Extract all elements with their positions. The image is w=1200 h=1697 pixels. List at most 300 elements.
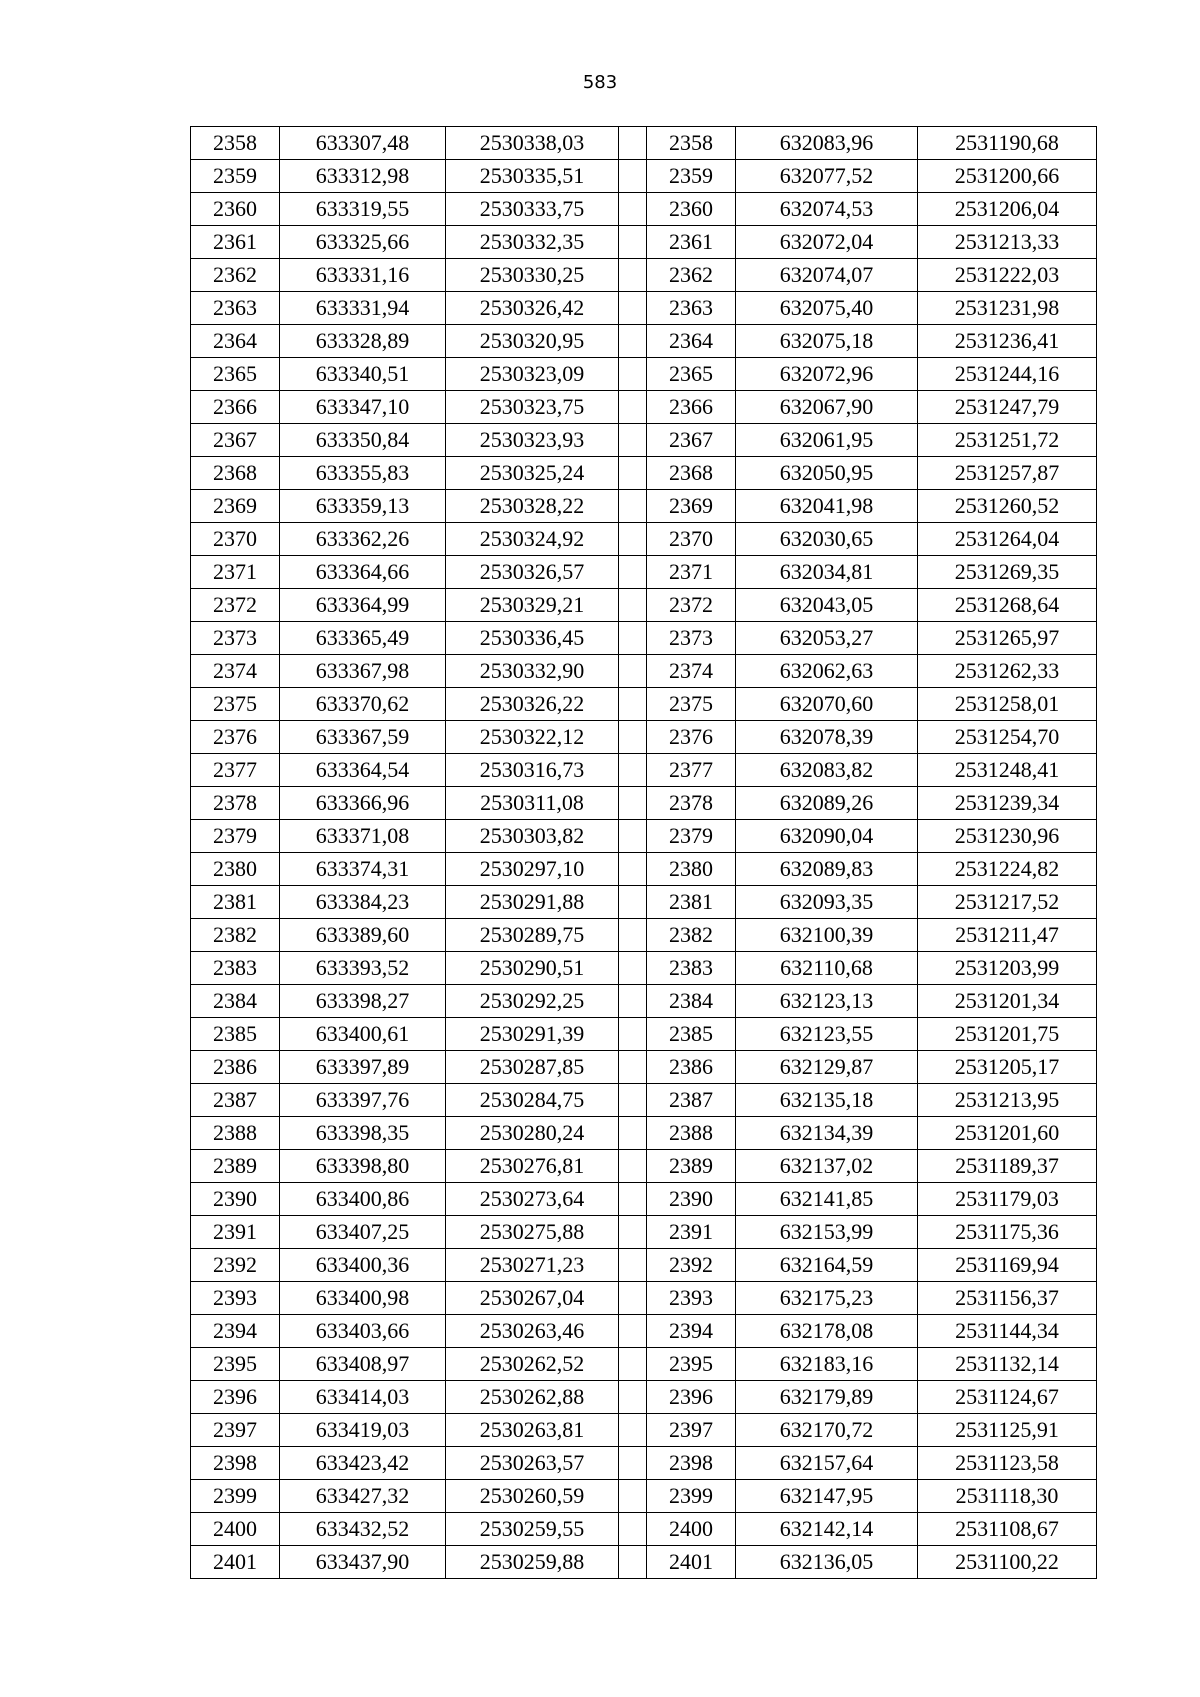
x-coordinate-right: 632089,26 bbox=[736, 787, 918, 820]
y-coordinate-right: 2531251,72 bbox=[918, 424, 1097, 457]
point-number-left: 2371 bbox=[191, 556, 280, 589]
y-coordinate-right: 2531244,16 bbox=[918, 358, 1097, 391]
table-row bbox=[191, 193, 1097, 226]
point-number-left: 2372 bbox=[191, 589, 280, 622]
point-number-left: 2388 bbox=[191, 1117, 280, 1150]
y-coordinate-left: 2530262,52 bbox=[446, 1348, 619, 1381]
table-row bbox=[191, 391, 1097, 424]
point-number-right: 2366 bbox=[647, 391, 736, 424]
table-row bbox=[191, 688, 1097, 721]
point-number-right: 2362 bbox=[647, 259, 736, 292]
y-coordinate-left: 2530332,35 bbox=[446, 226, 619, 259]
point-number-right: 2380 bbox=[647, 853, 736, 886]
x-coordinate-right: 632030,65 bbox=[736, 523, 918, 556]
x-coordinate-right: 632178,08 bbox=[736, 1315, 918, 1348]
x-coordinate-left: 633331,94 bbox=[280, 292, 446, 325]
x-coordinate-left: 633364,54 bbox=[280, 754, 446, 787]
point-number-right: 2381 bbox=[647, 886, 736, 919]
spacer-cell bbox=[619, 622, 647, 655]
x-coordinate-right: 632053,27 bbox=[736, 622, 918, 655]
table-row bbox=[191, 226, 1097, 259]
x-coordinate-left: 633355,83 bbox=[280, 457, 446, 490]
y-coordinate-right: 2531156,37 bbox=[918, 1282, 1097, 1315]
y-coordinate-left: 2530330,25 bbox=[446, 259, 619, 292]
point-number-left: 2380 bbox=[191, 853, 280, 886]
x-coordinate-right: 632170,72 bbox=[736, 1414, 918, 1447]
y-coordinate-right: 2531230,96 bbox=[918, 820, 1097, 853]
y-coordinate-right: 2531201,34 bbox=[918, 985, 1097, 1018]
x-coordinate-right: 632123,55 bbox=[736, 1018, 918, 1051]
point-number-left: 2368 bbox=[191, 457, 280, 490]
table-row bbox=[191, 1249, 1097, 1282]
x-coordinate-right: 632142,14 bbox=[736, 1513, 918, 1546]
y-coordinate-right: 2531260,52 bbox=[918, 490, 1097, 523]
point-number-left: 2389 bbox=[191, 1150, 280, 1183]
point-number-right: 2369 bbox=[647, 490, 736, 523]
y-coordinate-left: 2530332,90 bbox=[446, 655, 619, 688]
spacer-cell bbox=[619, 1051, 647, 1084]
point-number-right: 2400 bbox=[647, 1513, 736, 1546]
spacer-cell bbox=[619, 1150, 647, 1183]
x-coordinate-right: 632043,05 bbox=[736, 589, 918, 622]
x-coordinate-right: 632136,05 bbox=[736, 1546, 918, 1579]
point-number-right: 2396 bbox=[647, 1381, 736, 1414]
point-number-right: 2393 bbox=[647, 1282, 736, 1315]
x-coordinate-left: 633408,97 bbox=[280, 1348, 446, 1381]
x-coordinate-left: 633427,32 bbox=[280, 1480, 446, 1513]
x-coordinate-left: 633340,51 bbox=[280, 358, 446, 391]
y-coordinate-left: 2530280,24 bbox=[446, 1117, 619, 1150]
spacer-cell bbox=[619, 1546, 647, 1579]
point-number-right: 2383 bbox=[647, 952, 736, 985]
y-coordinate-left: 2530323,93 bbox=[446, 424, 619, 457]
point-number-left: 2362 bbox=[191, 259, 280, 292]
y-coordinate-left: 2530326,42 bbox=[446, 292, 619, 325]
point-number-right: 2398 bbox=[647, 1447, 736, 1480]
point-number-right: 2384 bbox=[647, 985, 736, 1018]
table-row bbox=[191, 1315, 1097, 1348]
point-number-right: 2387 bbox=[647, 1084, 736, 1117]
table-row bbox=[191, 259, 1097, 292]
x-coordinate-right: 632034,81 bbox=[736, 556, 918, 589]
spacer-cell bbox=[619, 1282, 647, 1315]
x-coordinate-right: 632061,95 bbox=[736, 424, 918, 457]
spacer-cell bbox=[619, 1513, 647, 1546]
x-coordinate-left: 633384,23 bbox=[280, 886, 446, 919]
point-number-right: 2379 bbox=[647, 820, 736, 853]
x-coordinate-right: 632050,95 bbox=[736, 457, 918, 490]
spacer-cell bbox=[619, 358, 647, 391]
table-row bbox=[191, 1447, 1097, 1480]
point-number-left: 2394 bbox=[191, 1315, 280, 1348]
x-coordinate-left: 633347,10 bbox=[280, 391, 446, 424]
y-coordinate-left: 2530259,55 bbox=[446, 1513, 619, 1546]
y-coordinate-left: 2530297,10 bbox=[446, 853, 619, 886]
x-coordinate-left: 633432,52 bbox=[280, 1513, 446, 1546]
point-number-left: 2395 bbox=[191, 1348, 280, 1381]
y-coordinate-left: 2530335,51 bbox=[446, 160, 619, 193]
x-coordinate-right: 632153,99 bbox=[736, 1216, 918, 1249]
spacer-cell bbox=[619, 589, 647, 622]
table-row bbox=[191, 490, 1097, 523]
spacer-cell bbox=[619, 1183, 647, 1216]
y-coordinate-right: 2531190,68 bbox=[918, 127, 1097, 160]
point-number-right: 2370 bbox=[647, 523, 736, 556]
spacer-cell bbox=[619, 226, 647, 259]
x-coordinate-right: 632135,18 bbox=[736, 1084, 918, 1117]
point-number-left: 2376 bbox=[191, 721, 280, 754]
y-coordinate-left: 2530322,12 bbox=[446, 721, 619, 754]
y-coordinate-right: 2531213,33 bbox=[918, 226, 1097, 259]
x-coordinate-right: 632067,90 bbox=[736, 391, 918, 424]
table-row bbox=[191, 754, 1097, 787]
spacer-cell bbox=[619, 820, 647, 853]
point-number-left: 2364 bbox=[191, 325, 280, 358]
x-coordinate-left: 633419,03 bbox=[280, 1414, 446, 1447]
x-coordinate-left: 633397,89 bbox=[280, 1051, 446, 1084]
table-row bbox=[191, 325, 1097, 358]
table-row bbox=[191, 424, 1097, 457]
table-row bbox=[191, 952, 1097, 985]
point-number-left: 2360 bbox=[191, 193, 280, 226]
y-coordinate-right: 2531213,95 bbox=[918, 1084, 1097, 1117]
spacer-cell bbox=[619, 721, 647, 754]
point-number-left: 2358 bbox=[191, 127, 280, 160]
point-number-left: 2365 bbox=[191, 358, 280, 391]
y-coordinate-left: 2530263,46 bbox=[446, 1315, 619, 1348]
x-coordinate-left: 633397,76 bbox=[280, 1084, 446, 1117]
point-number-left: 2387 bbox=[191, 1084, 280, 1117]
table-row bbox=[191, 1051, 1097, 1084]
table-row bbox=[191, 1216, 1097, 1249]
table-row bbox=[191, 556, 1097, 589]
y-coordinate-left: 2530271,23 bbox=[446, 1249, 619, 1282]
y-coordinate-left: 2530325,24 bbox=[446, 457, 619, 490]
spacer-cell bbox=[619, 853, 647, 886]
point-number-right: 2401 bbox=[647, 1546, 736, 1579]
x-coordinate-right: 632129,87 bbox=[736, 1051, 918, 1084]
table-row bbox=[191, 160, 1097, 193]
point-number-right: 2376 bbox=[647, 721, 736, 754]
y-coordinate-right: 2531239,34 bbox=[918, 787, 1097, 820]
x-coordinate-left: 633407,25 bbox=[280, 1216, 446, 1249]
y-coordinate-right: 2531231,98 bbox=[918, 292, 1097, 325]
y-coordinate-right: 2531269,35 bbox=[918, 556, 1097, 589]
point-number-right: 2368 bbox=[647, 457, 736, 490]
y-coordinate-right: 2531205,17 bbox=[918, 1051, 1097, 1084]
x-coordinate-right: 632100,39 bbox=[736, 919, 918, 952]
spacer-cell bbox=[619, 556, 647, 589]
spacer-cell bbox=[619, 754, 647, 787]
spacer-cell bbox=[619, 424, 647, 457]
x-coordinate-left: 633371,08 bbox=[280, 820, 446, 853]
point-number-left: 2392 bbox=[191, 1249, 280, 1282]
x-coordinate-left: 633398,80 bbox=[280, 1150, 446, 1183]
x-coordinate-right: 632089,83 bbox=[736, 853, 918, 886]
y-coordinate-right: 2531258,01 bbox=[918, 688, 1097, 721]
point-number-right: 2399 bbox=[647, 1480, 736, 1513]
spacer-cell bbox=[619, 919, 647, 952]
table-row bbox=[191, 1183, 1097, 1216]
point-number-left: 2390 bbox=[191, 1183, 280, 1216]
table-row bbox=[191, 358, 1097, 391]
point-number-right: 2390 bbox=[647, 1183, 736, 1216]
spacer-cell bbox=[619, 457, 647, 490]
x-coordinate-left: 633423,42 bbox=[280, 1447, 446, 1480]
x-coordinate-left: 633364,66 bbox=[280, 556, 446, 589]
table-row bbox=[191, 1414, 1097, 1447]
x-coordinate-left: 633398,27 bbox=[280, 985, 446, 1018]
table-row bbox=[191, 1018, 1097, 1051]
spacer-cell bbox=[619, 1084, 647, 1117]
x-coordinate-right: 632074,07 bbox=[736, 259, 918, 292]
y-coordinate-right: 2531262,33 bbox=[918, 655, 1097, 688]
spacer-cell bbox=[619, 1216, 647, 1249]
point-number-right: 2388 bbox=[647, 1117, 736, 1150]
y-coordinate-right: 2531217,52 bbox=[918, 886, 1097, 919]
point-number-left: 2370 bbox=[191, 523, 280, 556]
x-coordinate-left: 633400,98 bbox=[280, 1282, 446, 1315]
point-number-right: 2360 bbox=[647, 193, 736, 226]
y-coordinate-right: 2531189,37 bbox=[918, 1150, 1097, 1183]
table-row bbox=[191, 655, 1097, 688]
table-row bbox=[191, 787, 1097, 820]
point-number-left: 2401 bbox=[191, 1546, 280, 1579]
spacer-cell bbox=[619, 325, 647, 358]
y-coordinate-right: 2531125,91 bbox=[918, 1414, 1097, 1447]
x-coordinate-left: 633328,89 bbox=[280, 325, 446, 358]
table-row bbox=[191, 1546, 1097, 1579]
y-coordinate-right: 2531200,66 bbox=[918, 160, 1097, 193]
y-coordinate-right: 2531247,79 bbox=[918, 391, 1097, 424]
x-coordinate-left: 633350,84 bbox=[280, 424, 446, 457]
point-number-right: 2371 bbox=[647, 556, 736, 589]
table-row bbox=[191, 1348, 1097, 1381]
y-coordinate-left: 2530303,82 bbox=[446, 820, 619, 853]
x-coordinate-left: 633398,35 bbox=[280, 1117, 446, 1150]
coordinates-table bbox=[190, 126, 1097, 1579]
table-row bbox=[191, 985, 1097, 1018]
y-coordinate-right: 2531264,04 bbox=[918, 523, 1097, 556]
x-coordinate-right: 632137,02 bbox=[736, 1150, 918, 1183]
point-number-left: 2363 bbox=[191, 292, 280, 325]
spacer-cell bbox=[619, 523, 647, 556]
spacer-cell bbox=[619, 160, 647, 193]
table-row bbox=[191, 1282, 1097, 1315]
x-coordinate-right: 632147,95 bbox=[736, 1480, 918, 1513]
spacer-cell bbox=[619, 490, 647, 523]
point-number-left: 2398 bbox=[191, 1447, 280, 1480]
x-coordinate-right: 632164,59 bbox=[736, 1249, 918, 1282]
y-coordinate-left: 2530267,04 bbox=[446, 1282, 619, 1315]
y-coordinate-left: 2530287,85 bbox=[446, 1051, 619, 1084]
point-number-left: 2374 bbox=[191, 655, 280, 688]
table-row bbox=[191, 1381, 1097, 1414]
point-number-left: 2359 bbox=[191, 160, 280, 193]
x-coordinate-right: 632093,35 bbox=[736, 886, 918, 919]
coordinates-table-body bbox=[191, 127, 1097, 1579]
point-number-right: 2389 bbox=[647, 1150, 736, 1183]
x-coordinate-left: 633414,03 bbox=[280, 1381, 446, 1414]
y-coordinate-right: 2531206,04 bbox=[918, 193, 1097, 226]
y-coordinate-left: 2530323,75 bbox=[446, 391, 619, 424]
x-coordinate-right: 632077,52 bbox=[736, 160, 918, 193]
y-coordinate-left: 2530328,22 bbox=[446, 490, 619, 523]
point-number-left: 2378 bbox=[191, 787, 280, 820]
y-coordinate-left: 2530326,57 bbox=[446, 556, 619, 589]
point-number-right: 2378 bbox=[647, 787, 736, 820]
spacer-cell bbox=[619, 886, 647, 919]
y-coordinate-right: 2531203,99 bbox=[918, 952, 1097, 985]
y-coordinate-right: 2531236,41 bbox=[918, 325, 1097, 358]
x-coordinate-left: 633374,31 bbox=[280, 853, 446, 886]
y-coordinate-left: 2530262,88 bbox=[446, 1381, 619, 1414]
y-coordinate-left: 2530289,75 bbox=[446, 919, 619, 952]
table-row bbox=[191, 919, 1097, 952]
x-coordinate-right: 632123,13 bbox=[736, 985, 918, 1018]
x-coordinate-left: 633367,59 bbox=[280, 721, 446, 754]
x-coordinate-left: 633400,61 bbox=[280, 1018, 446, 1051]
y-coordinate-left: 2530260,59 bbox=[446, 1480, 619, 1513]
x-coordinate-left: 633403,66 bbox=[280, 1315, 446, 1348]
point-number-left: 2396 bbox=[191, 1381, 280, 1414]
spacer-cell bbox=[619, 1381, 647, 1414]
point-number-right: 2364 bbox=[647, 325, 736, 358]
y-coordinate-right: 2531248,41 bbox=[918, 754, 1097, 787]
y-coordinate-left: 2530320,95 bbox=[446, 325, 619, 358]
x-coordinate-right: 632074,53 bbox=[736, 193, 918, 226]
point-number-right: 2394 bbox=[647, 1315, 736, 1348]
y-coordinate-left: 2530336,45 bbox=[446, 622, 619, 655]
point-number-right: 2391 bbox=[647, 1216, 736, 1249]
table-row bbox=[191, 292, 1097, 325]
point-number-right: 2367 bbox=[647, 424, 736, 457]
point-number-left: 2383 bbox=[191, 952, 280, 985]
table-row bbox=[191, 1513, 1097, 1546]
point-number-left: 2369 bbox=[191, 490, 280, 523]
x-coordinate-right: 632179,89 bbox=[736, 1381, 918, 1414]
y-coordinate-right: 2531179,03 bbox=[918, 1183, 1097, 1216]
x-coordinate-right: 632078,39 bbox=[736, 721, 918, 754]
y-coordinate-right: 2531222,03 bbox=[918, 259, 1097, 292]
table-row bbox=[191, 721, 1097, 754]
point-number-left: 2400 bbox=[191, 1513, 280, 1546]
table-row bbox=[191, 127, 1097, 160]
x-coordinate-right: 632072,96 bbox=[736, 358, 918, 391]
y-coordinate-left: 2530326,22 bbox=[446, 688, 619, 721]
spacer-cell bbox=[619, 1348, 647, 1381]
y-coordinate-right: 2531175,36 bbox=[918, 1216, 1097, 1249]
y-coordinate-left: 2530338,03 bbox=[446, 127, 619, 160]
y-coordinate-right: 2531100,22 bbox=[918, 1546, 1097, 1579]
x-coordinate-left: 633389,60 bbox=[280, 919, 446, 952]
point-number-right: 2382 bbox=[647, 919, 736, 952]
x-coordinate-right: 632083,82 bbox=[736, 754, 918, 787]
y-coordinate-left: 2530273,64 bbox=[446, 1183, 619, 1216]
y-coordinate-left: 2530292,25 bbox=[446, 985, 619, 1018]
y-coordinate-left: 2530284,75 bbox=[446, 1084, 619, 1117]
x-coordinate-right: 632072,04 bbox=[736, 226, 918, 259]
spacer-cell bbox=[619, 292, 647, 325]
y-coordinate-right: 2531268,64 bbox=[918, 589, 1097, 622]
x-coordinate-left: 633325,66 bbox=[280, 226, 446, 259]
point-number-left: 2367 bbox=[191, 424, 280, 457]
point-number-left: 2361 bbox=[191, 226, 280, 259]
y-coordinate-right: 2531124,67 bbox=[918, 1381, 1097, 1414]
point-number-left: 2382 bbox=[191, 919, 280, 952]
point-number-right: 2386 bbox=[647, 1051, 736, 1084]
point-number-left: 2393 bbox=[191, 1282, 280, 1315]
spacer-cell bbox=[619, 688, 647, 721]
x-coordinate-right: 632175,23 bbox=[736, 1282, 918, 1315]
y-coordinate-left: 2530333,75 bbox=[446, 193, 619, 226]
y-coordinate-right: 2531144,34 bbox=[918, 1315, 1097, 1348]
spacer-cell bbox=[619, 655, 647, 688]
x-coordinate-right: 632183,16 bbox=[736, 1348, 918, 1381]
spacer-cell bbox=[619, 1414, 647, 1447]
point-number-right: 2372 bbox=[647, 589, 736, 622]
y-coordinate-right: 2531201,75 bbox=[918, 1018, 1097, 1051]
y-coordinate-left: 2530259,88 bbox=[446, 1546, 619, 1579]
point-number-right: 2365 bbox=[647, 358, 736, 391]
x-coordinate-left: 633362,26 bbox=[280, 523, 446, 556]
point-number-left: 2386 bbox=[191, 1051, 280, 1084]
point-number-right: 2375 bbox=[647, 688, 736, 721]
point-number-right: 2358 bbox=[647, 127, 736, 160]
point-number-left: 2366 bbox=[191, 391, 280, 424]
point-number-right: 2385 bbox=[647, 1018, 736, 1051]
y-coordinate-right: 2531132,14 bbox=[918, 1348, 1097, 1381]
table-row bbox=[191, 523, 1097, 556]
point-number-left: 2373 bbox=[191, 622, 280, 655]
spacer-cell bbox=[619, 1117, 647, 1150]
point-number-left: 2377 bbox=[191, 754, 280, 787]
spacer-cell bbox=[619, 127, 647, 160]
x-coordinate-left: 633437,90 bbox=[280, 1546, 446, 1579]
table-row bbox=[191, 1150, 1097, 1183]
page-number: 583 bbox=[582, 72, 618, 93]
spacer-cell bbox=[619, 1447, 647, 1480]
x-coordinate-left: 633367,98 bbox=[280, 655, 446, 688]
x-coordinate-right: 632090,04 bbox=[736, 820, 918, 853]
y-coordinate-right: 2531265,97 bbox=[918, 622, 1097, 655]
table-row bbox=[191, 886, 1097, 919]
point-number-left: 2384 bbox=[191, 985, 280, 1018]
y-coordinate-left: 2530329,21 bbox=[446, 589, 619, 622]
y-coordinate-right: 2531211,47 bbox=[918, 919, 1097, 952]
point-number-right: 2397 bbox=[647, 1414, 736, 1447]
point-number-right: 2395 bbox=[647, 1348, 736, 1381]
x-coordinate-left: 633366,96 bbox=[280, 787, 446, 820]
x-coordinate-left: 633400,36 bbox=[280, 1249, 446, 1282]
table-row bbox=[191, 820, 1097, 853]
x-coordinate-left: 633400,86 bbox=[280, 1183, 446, 1216]
y-coordinate-right: 2531254,70 bbox=[918, 721, 1097, 754]
point-number-right: 2392 bbox=[647, 1249, 736, 1282]
y-coordinate-left: 2530263,81 bbox=[446, 1414, 619, 1447]
y-coordinate-left: 2530276,81 bbox=[446, 1150, 619, 1183]
x-coordinate-right: 632141,85 bbox=[736, 1183, 918, 1216]
x-coordinate-left: 633393,52 bbox=[280, 952, 446, 985]
spacer-cell bbox=[619, 787, 647, 820]
table-row bbox=[191, 1084, 1097, 1117]
x-coordinate-right: 632062,63 bbox=[736, 655, 918, 688]
point-number-left: 2399 bbox=[191, 1480, 280, 1513]
table-row bbox=[191, 457, 1097, 490]
point-number-left: 2381 bbox=[191, 886, 280, 919]
y-coordinate-right: 2531108,67 bbox=[918, 1513, 1097, 1546]
spacer-cell bbox=[619, 1480, 647, 1513]
